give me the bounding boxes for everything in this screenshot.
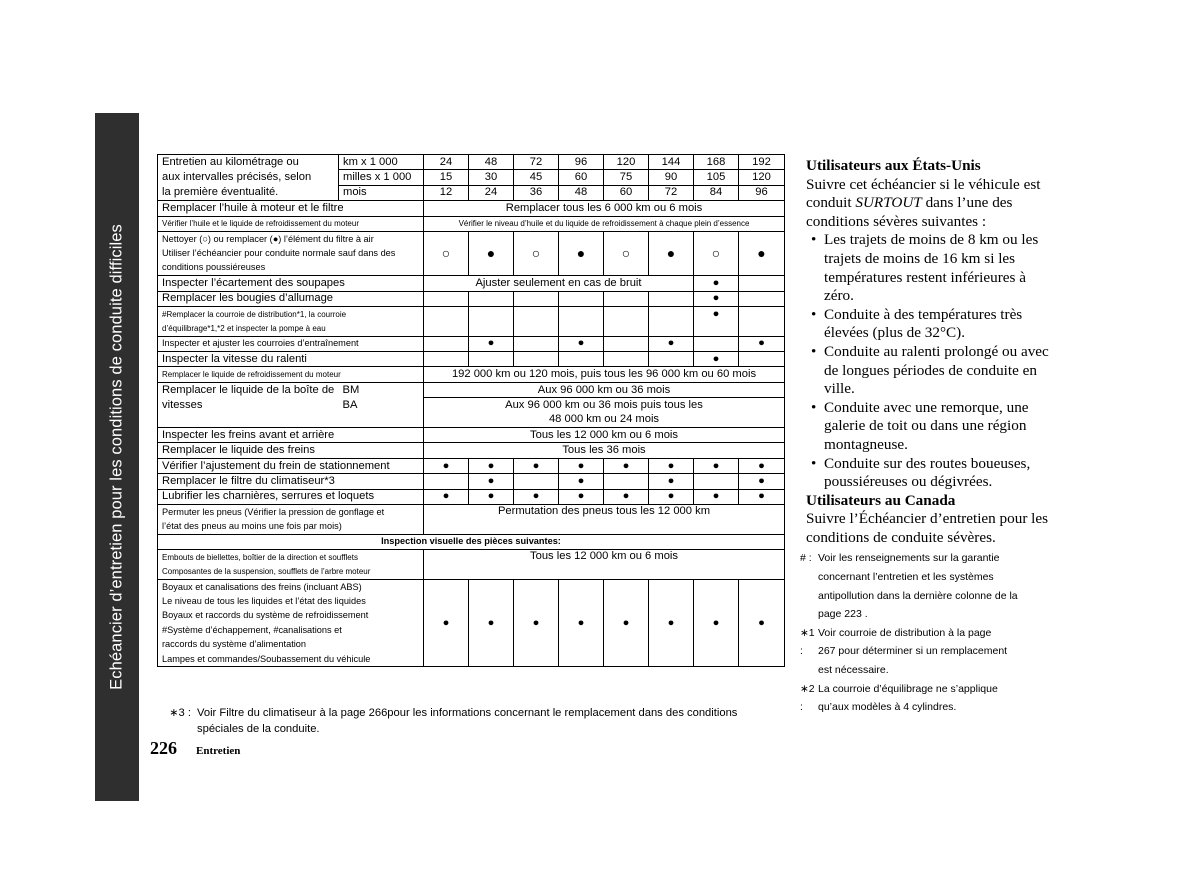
row-visual-a [158,550,785,565]
mark-cell [604,352,649,367]
interval-value: 24 [424,155,469,170]
mark-cell: ● [694,276,739,291]
mark-cell [514,306,559,321]
interval-value: 12 [424,185,469,200]
condition-line: Conduite à des températures très [824,305,1023,323]
condition-item [806,343,1106,399]
row-oil [158,201,785,216]
condition-item [806,306,1106,343]
row-visual-header [158,534,785,549]
mark-cell: ● [604,458,649,473]
mark-cell: ● [559,336,604,351]
interval-value: 48 [559,185,604,200]
row-transmission [158,382,785,397]
row-value: Aux 96 000 km ou 36 mois puis tous les [424,398,785,413]
row-coolant [158,367,785,382]
row-label: Remplacer le filtre du climatiseur*3 [158,474,424,489]
row-label: Lubrifier les charnières, serrures et loquets [158,489,424,504]
mark-cell [559,306,604,321]
condition-item [806,399,1106,455]
bullet-icon: • [811,342,817,360]
footnote-line: La courroie d’équilibrage ne s’applique [818,682,998,695]
row-idle [158,352,785,367]
row-label: Embouts de biellettes, boîtier de la direction et soufflets [158,550,424,565]
footnote-text [818,680,1058,717]
footnote-marker: ∗1 : [800,626,815,658]
row-plugs [158,291,785,306]
mark-cell [604,474,649,489]
interval-value: 192 [739,155,785,170]
mark-cell [739,306,785,321]
mark-cell: ○ [694,231,739,275]
condition-line: zéro. [824,287,854,305]
row-label [339,413,424,428]
row-label: Composantes de la suspension, soufflets de l’arbre moteur [158,565,424,580]
mark-cell: ● [649,474,694,489]
mark-cell [739,276,785,291]
row-value: Aux 96 000 km ou 36 mois [424,382,785,397]
mark-cell: ● [649,489,694,504]
row-label: conditions poussiéreuses [158,261,424,276]
mark-cell: ○ [604,231,649,275]
row-label: Inspecter et ajuster les courroies d’entraînement [158,336,424,351]
row-label: Remplacer le liquide des freins [158,443,424,458]
row-value: 48 000 km ou 24 mois [424,413,785,428]
condition-line: de longues périodes de conduite en [824,361,1037,379]
mark-cell: ● [694,458,739,473]
us-users-title: Utilisateurs aux États-Unis [806,157,981,174]
interval-value: 120 [604,155,649,170]
mark-cell: ● [739,579,785,666]
row-value: Permutation des pneus tous les 12 000 km [424,504,785,534]
row-label: Boyaux et canalisations des freins (incluant ABS) [158,579,424,594]
canada-users-title: Utilisateurs au Canada [806,491,956,509]
row-label: #Remplacer la courroie de distribution*1, la courroie [158,306,424,321]
interval-value: 90 [649,170,694,185]
footnote-line: Voir les renseignements sur la garantie [818,552,1000,565]
mark-cell [514,352,559,367]
mark-cell: ● [424,458,469,473]
bullet-icon: • [811,231,817,249]
footnote [800,680,1106,717]
mark-cell: ● [604,579,649,666]
row-value: Ajuster seulement en cas de bruit [424,276,694,291]
header-unit: milles x 1 000 [339,170,424,185]
page-number: 226 [150,738,177,758]
row-label: Vérifier l’huile et le liquide de refroidissement du moteur [158,216,424,231]
mark-cell [559,321,604,336]
interval-value: 96 [739,185,785,200]
mark-cell: ● [559,458,604,473]
row-label: Utiliser l’échéancier pour conduite normale sauf dans des [158,246,424,260]
footnote-line: 267 pour déterminer si un remplacement [818,645,1008,658]
mark-cell [604,291,649,306]
mark-cell [604,306,649,321]
row-label: d’équilibrage*1,*2 et inspecter la pompe à eau [158,321,424,336]
condition-line: Conduite sur des routes boueuses, [824,454,1031,472]
footnote-3-line2: spéciales de la conduite. [197,723,320,735]
row-label: Remplacer l’huile à moteur et le filtre [158,201,424,216]
mark-cell [649,306,694,321]
mark-cell: ● [469,579,514,666]
mark-cell: ○ [514,231,559,275]
mark-cell [424,321,469,336]
interval-value: 45 [514,170,559,185]
footnote-text [818,624,1058,680]
mark-cell: ● [559,579,604,666]
mark-cell [469,291,514,306]
condition-line: Conduite avec une remorque, une [824,398,1029,416]
row-timing-belt [158,321,785,336]
mark-cell: ○ [424,231,469,275]
row-visual-b [158,579,785,594]
footnote-line: qu’aux modèles à 4 cylindres. [818,701,957,714]
mark-cell: ● [649,336,694,351]
schedule-body [158,155,785,667]
row-value: Tous les 36 mois [424,443,785,458]
mark-cell: ● [649,458,694,473]
side-tab-title: Echéancier d’entretien pour les conditions de conduite difficiles [107,224,126,690]
row-label: Inspecter les freins avant et arrière [158,428,424,443]
footnotes-list [800,549,1106,716]
mark-cell: ● [739,336,785,351]
mark-cell: ● [469,489,514,504]
mark-cell: ● [514,489,559,504]
mark-cell [739,321,785,336]
header-row [158,155,785,170]
condition-line: galerie de toit ou dans une région [824,417,1027,435]
header-unit: mois [339,185,424,200]
mark-cell: ● [694,352,739,367]
footnote-marker: ∗2 : [800,682,815,714]
row-valves [158,276,785,291]
transmission-type: BA [339,398,424,413]
row-label: Remplacer le liquide de refroidissement du moteur [158,367,424,382]
interval-value: 48 [469,155,514,170]
section-name: Entretien [196,745,241,757]
mark-cell: ● [559,231,604,275]
row-label: Permuter les pneus (Vérifier la pression de gonflage et [158,504,424,519]
condition-item [806,231,1106,305]
side-tab [95,113,139,801]
mark-cell [514,291,559,306]
row-label: Nettoyer (○) ou remplacer (●) l’élément du filtre à air [158,231,424,246]
row-label: vitesses [158,398,339,413]
mark-cell: ● [739,458,785,473]
footnote-line: concernant l’entretien et les systèmes [818,571,994,584]
mark-cell [424,474,469,489]
row-transmission [158,398,785,413]
mark-cell: ● [649,231,694,275]
footnote-3-line1: Voir Filtre du climatiseur à la page 266pour les informations concernant le remplacement dans des conditions [197,707,738,719]
mark-cell: ● [559,474,604,489]
mark-cell [604,321,649,336]
transmission-type: BM [339,382,424,397]
mark-cell [424,352,469,367]
mark-cell: ● [469,231,514,275]
header-label: Entretien au kilométrage ou [158,155,339,170]
mark-cell [514,474,559,489]
mark-cell: ● [424,489,469,504]
footnote-line: page 223 . [818,608,868,621]
condition-line: Conduite au ralenti prolongé ou avec [824,342,1049,360]
mark-cell: ● [424,579,469,666]
condition-line: ville. [824,380,855,398]
mark-cell [649,321,694,336]
interval-value: 84 [694,185,739,200]
row-label: Le niveau de tous les liquides et l’état des liquides [158,594,424,608]
header-label: la première éventualité. [158,185,339,200]
mark-cell [694,336,739,351]
interval-value: 72 [649,185,694,200]
interval-value: 15 [424,170,469,185]
interval-value: 168 [694,155,739,170]
mark-cell: ● [649,579,694,666]
row-brake-fluid [158,443,785,458]
mark-cell [739,352,785,367]
header-row [158,185,785,200]
us-intro-line3: conditions sévères suivantes : [806,212,987,230]
interval-value: 105 [694,170,739,185]
mark-cell: ● [694,306,739,321]
header-unit: km x 1 000 [339,155,424,170]
footnote-marker: # : [800,552,812,565]
bullet-icon: • [811,398,817,416]
mark-cell: ● [514,579,559,666]
footnote-text [818,549,1058,623]
mark-cell [604,336,649,351]
mark-cell: ● [694,291,739,306]
interval-value: 96 [559,155,604,170]
visual-inspection-header: Inspection visuelle des pièces suivantes: [158,534,785,549]
footnote-line: Voir courroie de distribution à la page [818,626,992,639]
row-label: Inspecter l’écartement des soupapes [158,276,424,291]
mark-cell [514,321,559,336]
row-value: Vérifier le niveau d’huile et du liquide de refroidissement à chaque plein d’essence [424,216,785,231]
mark-cell: ● [469,458,514,473]
us-intro-line1: Suivre cet échéancier si le véhicule est [806,175,1041,193]
row-lubricate [158,489,785,504]
mark-cell [469,352,514,367]
header-label: aux intervalles précisés, selon [158,170,339,185]
mark-cell: ● [739,474,785,489]
mark-cell: ● [469,336,514,351]
footnote-3-marker: ∗3 : [169,707,191,719]
mark-cell: ● [694,579,739,666]
maintenance-schedule-table [157,154,785,667]
mark-cell: ● [604,489,649,504]
mark-cell [424,306,469,321]
row-value: Tous les 12 000 km ou 6 mois [424,428,785,443]
mark-cell [649,291,694,306]
row-label: Lampes et commandes/Soubassement du véhicule [158,652,424,667]
condition-line: Les trajets de moins de 8 km ou les [824,231,1039,249]
canada-text-line1: Suivre l’Échéancier d’entretien pour les [806,510,1049,528]
conditions-list [806,231,1106,491]
mark-cell [424,336,469,351]
header-row [158,170,785,185]
footnote-line: est nécessaire. [818,664,889,677]
mark-cell [739,291,785,306]
mark-cell [694,474,739,489]
row-label: raccords du système d’alimentation [158,638,424,652]
interval-value: 120 [739,170,785,185]
mark-cell: ● [739,489,785,504]
mark-cell [469,306,514,321]
row-ac-filter [158,474,785,489]
mark-cell [469,321,514,336]
interval-value: 36 [514,185,559,200]
mark-cell [424,291,469,306]
row-parking-brake [158,458,785,473]
row-drive-belts [158,336,785,351]
row-label: Vérifier l’ajustement du frein de stationnement [158,458,424,473]
row-brakes [158,428,785,443]
footnote-line: antipollution dans la dernière colonne de la [818,589,1018,602]
mark-cell: ● [514,458,559,473]
footnote-3 [157,705,787,737]
mark-cell: ● [739,231,785,275]
mark-cell [694,321,739,336]
interval-value: 24 [469,185,514,200]
row-air-filter [158,231,785,246]
interval-value: 60 [559,170,604,185]
mark-cell: ● [694,489,739,504]
mark-cell [649,352,694,367]
row-label: l’état des pneus au moins une fois par mois) [158,519,424,534]
footnote [800,549,1106,623]
row-value: Tous les 12 000 km ou 6 mois [424,550,785,580]
condition-line: montagneuse. [824,435,908,453]
row-label: Remplacer les bougies d’allumage [158,291,424,306]
row-timing-belt [158,306,785,321]
interval-value: 30 [469,170,514,185]
row-tires [158,504,785,519]
interval-value: 60 [604,185,649,200]
row-label [158,413,339,428]
mark-cell [559,352,604,367]
mark-cell: ● [469,474,514,489]
us-intro-line2: conduit SURTOUT dans l’une des [806,194,1013,212]
bullet-icon: • [811,305,817,323]
row-oil-check [158,216,785,231]
row-label: #Système d’échappement, #canalisations et [158,623,424,637]
row-value: 192 000 km ou 120 mois, puis tous les 96 000 km ou 60 mois [424,367,785,382]
interval-value: 72 [514,155,559,170]
mark-cell [559,291,604,306]
mark-cell [514,336,559,351]
interval-value: 144 [649,155,694,170]
condition-line: températures restent inférieures à [824,268,1026,286]
canada-text-line2: conditions de conduite sévères. [806,528,996,546]
condition-line: trajets de moins de 16 km si les [824,249,1016,267]
row-value: Remplacer tous les 6 000 km ou 6 mois [424,201,785,216]
interval-value: 75 [604,170,649,185]
bullet-icon: • [811,454,817,472]
row-label: Boyaux et raccords du système de refroidissement [158,609,424,623]
condition-item [806,455,1106,492]
footnote [800,624,1106,680]
condition-line: poussiéreuses ou dégivrées. [824,473,993,491]
row-label: Inspecter la vitesse du ralenti [158,352,424,367]
row-label: Remplacer le liquide de la boîte de [158,382,339,397]
condition-line: élevées (plus de 32°C). [824,324,966,342]
right-column [800,157,1106,717]
row-transmission [158,413,785,428]
mark-cell: ● [559,489,604,504]
